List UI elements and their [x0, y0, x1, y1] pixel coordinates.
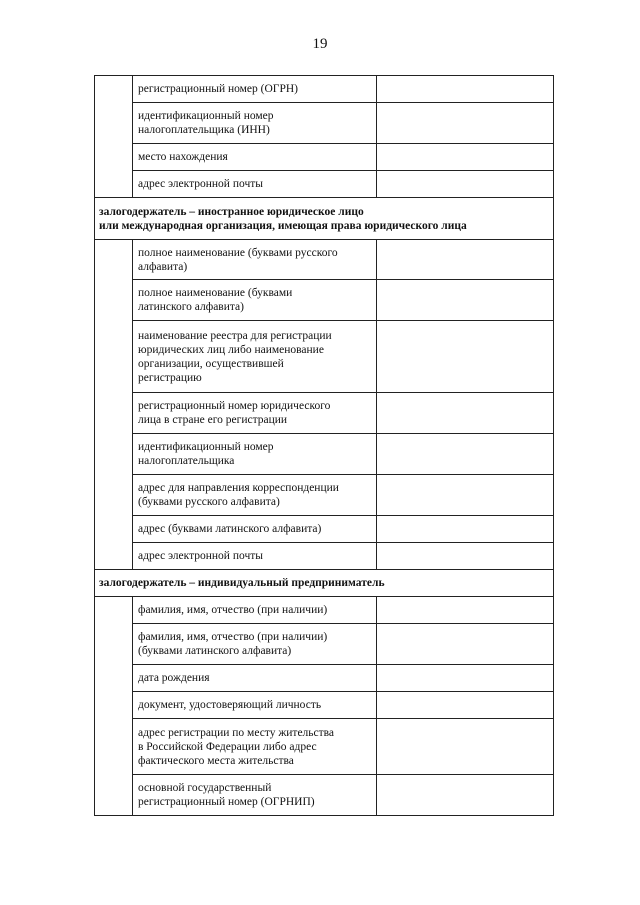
table-row	[95, 171, 554, 198]
field-label: адрес (буквами латинского алфавита)	[133, 516, 377, 543]
field-label: адрес регистрации по месту жительства в Российской Федерации либо адрес фактического места жительства	[133, 719, 377, 775]
table-row	[95, 665, 554, 692]
table-row	[95, 597, 554, 624]
field-value-cell[interactable]	[377, 76, 554, 103]
field-label: идентификационный номер налогоплательщика	[133, 434, 377, 475]
table-row	[95, 434, 554, 475]
field-label: дата рождения	[133, 665, 377, 692]
table-row	[95, 76, 554, 103]
table-row	[95, 516, 554, 543]
table-row	[95, 240, 554, 280]
field-value-cell[interactable]	[377, 280, 554, 321]
table-row	[95, 144, 554, 171]
field-label: основной государственный регистрационный номер (ОГРНИП)	[133, 775, 377, 816]
row-gutter	[95, 76, 133, 198]
field-value-cell[interactable]	[377, 516, 554, 543]
field-value-cell[interactable]	[377, 719, 554, 775]
table-row	[95, 624, 554, 665]
field-value-cell[interactable]	[377, 393, 554, 434]
form-table	[94, 75, 554, 816]
table-row	[95, 321, 554, 393]
field-value-cell[interactable]	[377, 665, 554, 692]
field-label: адрес электронной почты	[133, 171, 377, 198]
table-row	[95, 393, 554, 434]
row-gutter	[95, 597, 133, 816]
field-label: регистрационный номер (ОГРН)	[133, 76, 377, 103]
table-row	[95, 103, 554, 144]
field-value-cell[interactable]	[377, 543, 554, 570]
field-value-cell[interactable]	[377, 597, 554, 624]
section-header-row	[95, 198, 554, 240]
field-label: документ, удостоверяющий личность	[133, 692, 377, 719]
field-label: фамилия, имя, отчество (при наличии)	[133, 597, 377, 624]
field-value-cell[interactable]	[377, 240, 554, 280]
field-value-cell[interactable]	[377, 171, 554, 198]
field-label: место нахождения	[133, 144, 377, 171]
field-value-cell[interactable]	[377, 321, 554, 393]
field-label: полное наименование (буквами латинского алфавита)	[133, 280, 377, 321]
field-value-cell[interactable]	[377, 692, 554, 719]
field-value-cell[interactable]	[377, 144, 554, 171]
row-gutter	[95, 240, 133, 570]
table-row	[95, 692, 554, 719]
field-value-cell[interactable]	[377, 103, 554, 144]
field-value-cell[interactable]	[377, 775, 554, 816]
page-number: 19	[312, 36, 328, 52]
table-row	[95, 775, 554, 816]
field-label: идентификационный номер налогоплательщика (ИНН)	[133, 103, 377, 144]
table-row	[95, 280, 554, 321]
field-label: наименование реестра для регистрации юридических лиц либо наименование организации, осуществившей регистрацию	[133, 321, 377, 393]
field-label: регистрационный номер юридического лица в стране его регистрации	[133, 393, 377, 434]
table-row	[95, 475, 554, 516]
section-header-row	[95, 570, 554, 597]
section-title-foreign-legal-entity: залогодержатель – иностранное юридическое лицо или международная организация, имеющая права юридического лица	[95, 198, 554, 240]
field-label: адрес электронной почты	[133, 543, 377, 570]
field-value-cell[interactable]	[377, 475, 554, 516]
field-label: фамилия, имя, отчество (при наличии) (буквами латинского алфавита)	[133, 624, 377, 665]
field-value-cell[interactable]	[377, 624, 554, 665]
section-title-individual-entrepreneur: залогодержатель – индивидуальный предприниматель	[95, 570, 554, 597]
field-label: адрес для направления корреспонденции (буквами русского алфавита)	[133, 475, 377, 516]
table-row	[95, 543, 554, 570]
table-row	[95, 719, 554, 775]
field-label: полное наименование (буквами русского алфавита)	[133, 240, 377, 280]
field-value-cell[interactable]	[377, 434, 554, 475]
